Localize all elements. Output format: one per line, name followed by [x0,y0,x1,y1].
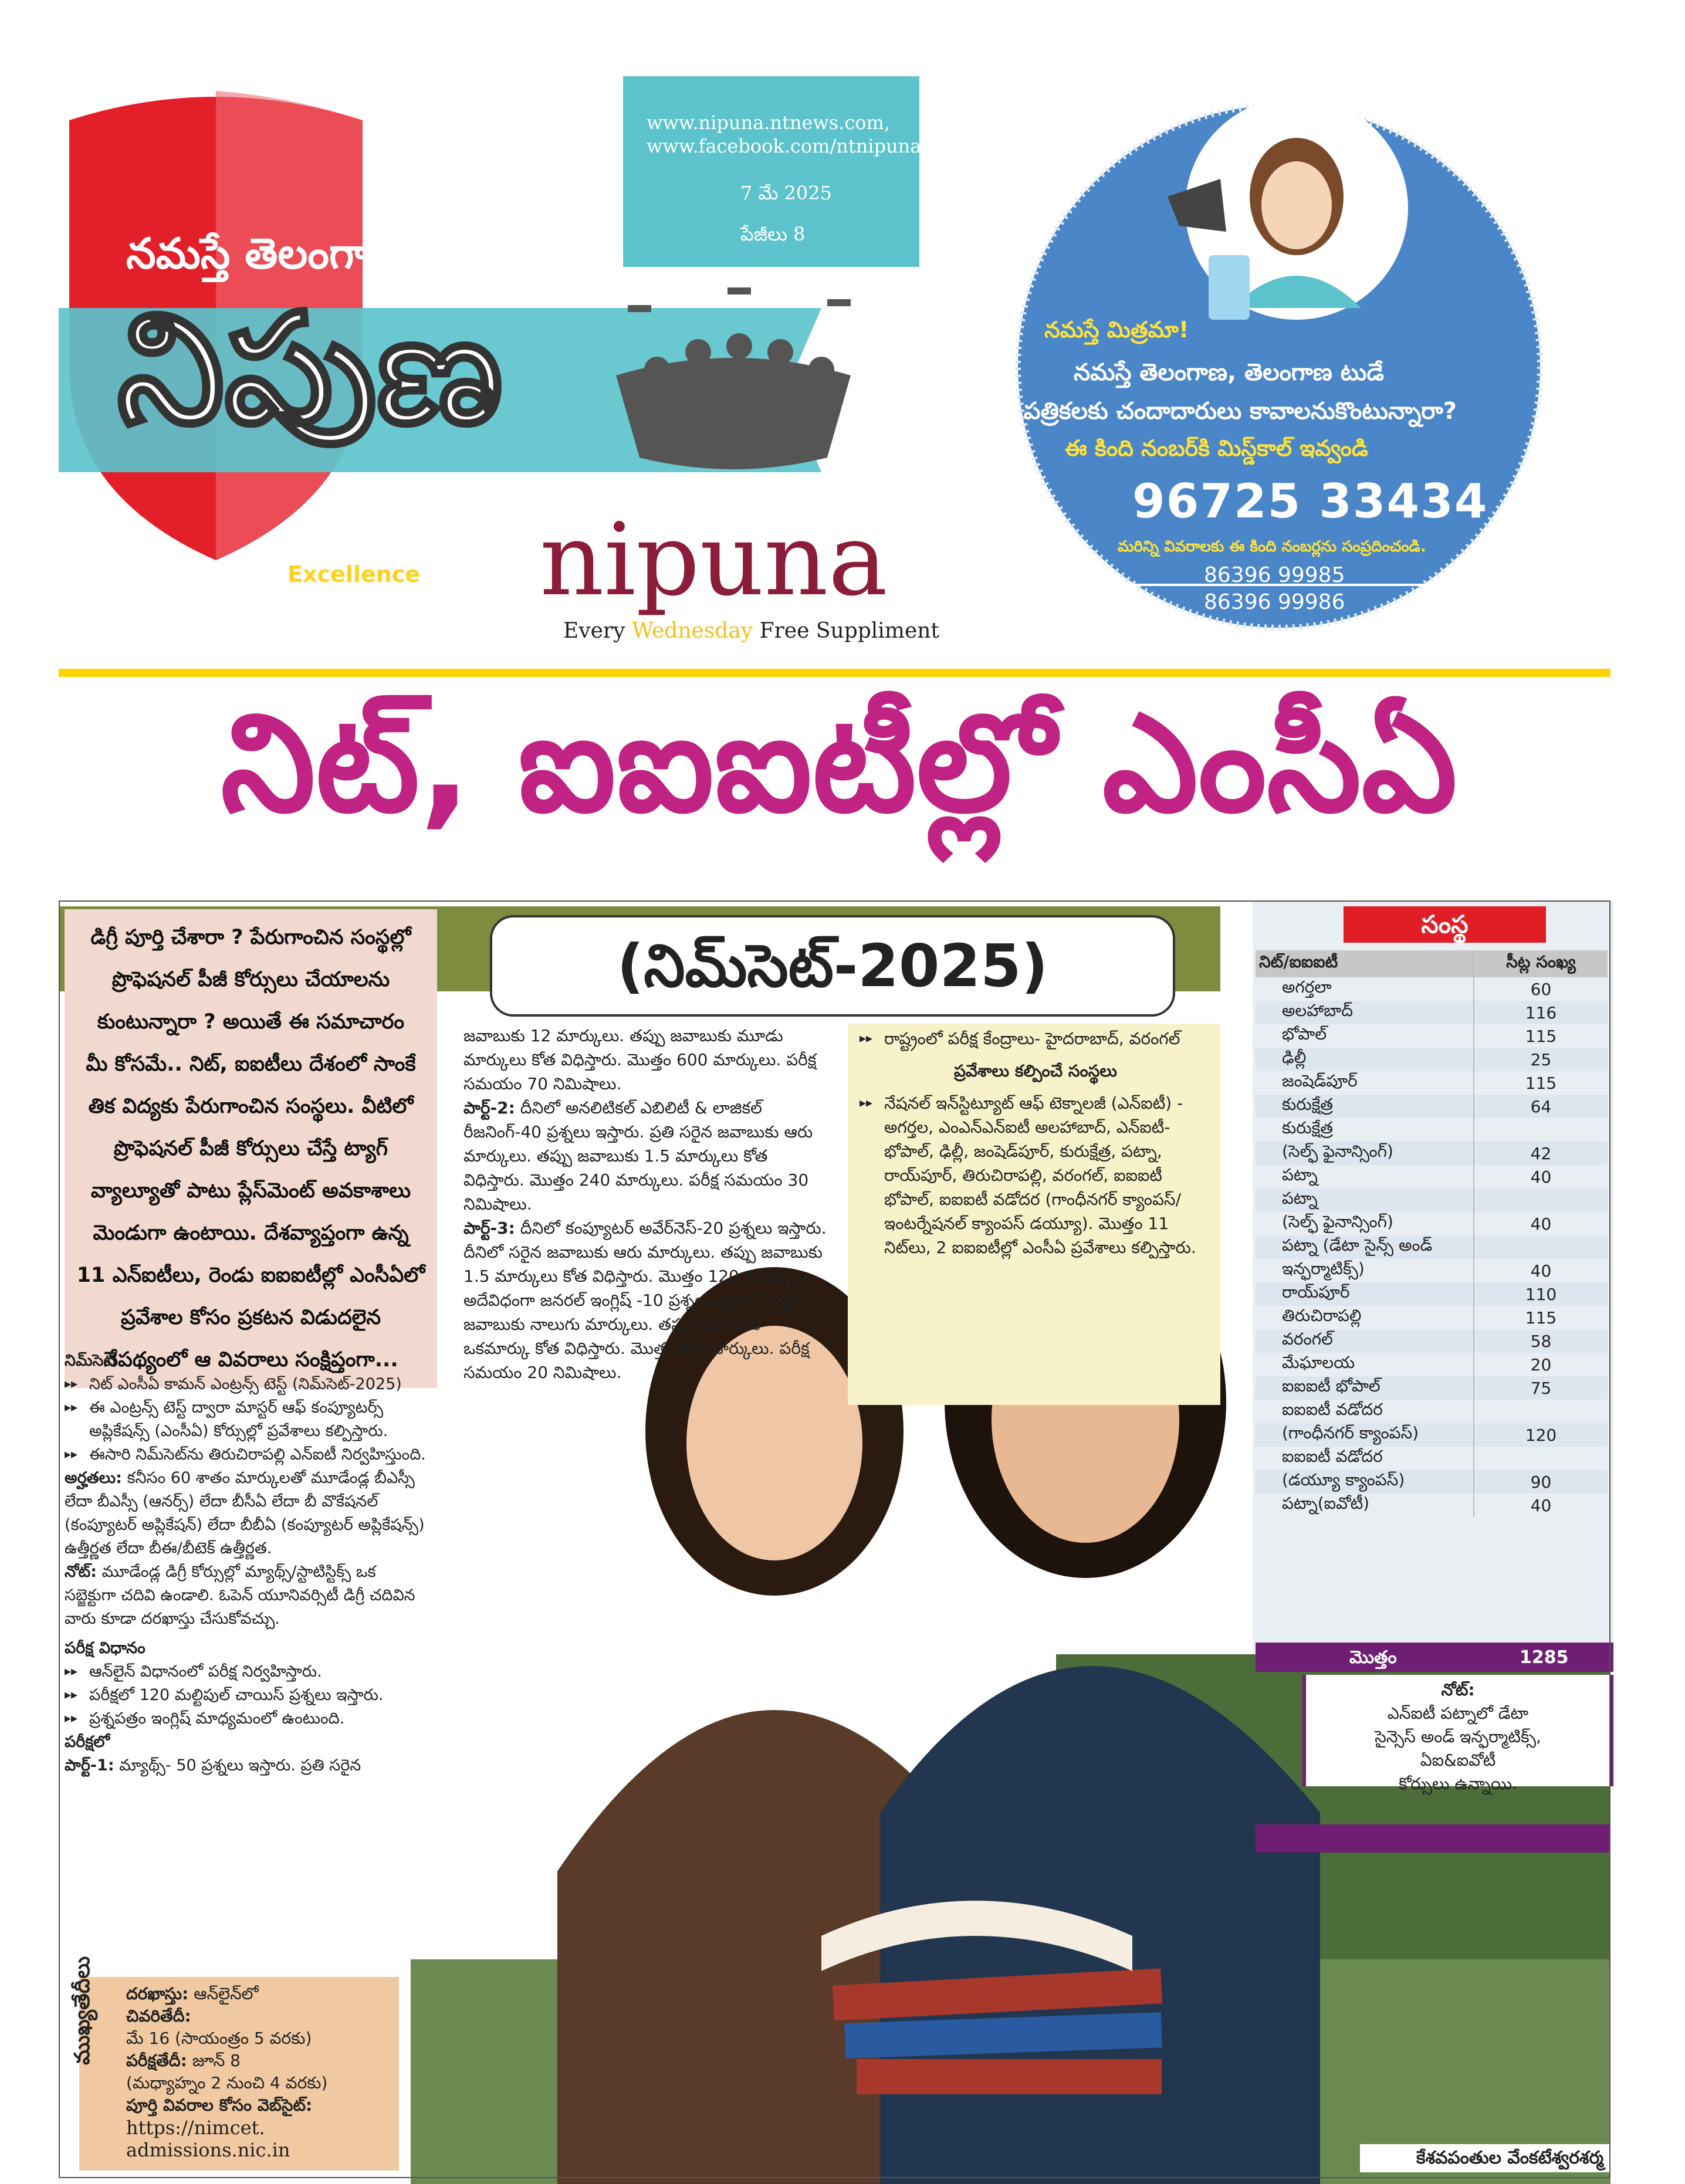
seat-count: 58 [1474,1329,1608,1353]
institution-name: ఐఐఐటీ వడోదర [1282,1447,1383,1466]
page-headline: నిట్, ఐఐఐటీల్లో ఎంసీఏ [221,686,1457,842]
seat-count: 120 [1474,1423,1608,1447]
issue-date: 7 మే 2025 [740,182,832,204]
application-value: ఆన్‌లైన్‌లో [194,1984,259,2003]
seat-count: 75 [1474,1376,1608,1400]
important-dates-label: ముఖ్యతేదీలు [70,1956,94,2065]
divider [59,669,1610,677]
guide-text [287,512,420,587]
seat-count: 115 [1474,1024,1608,1048]
table-note-line: కోర్సులు ఉన్నాయి. [1399,1774,1517,1793]
subscription-line1: నమస్తే తెలంగాణ, తెలంగాణ టుడే [1074,359,1385,386]
website-link[interactable]: admissions.nic.in [126,2139,290,2161]
logo-telugu: నిపుణ [117,281,503,458]
institution-name: జంషెడ్‌పూర్ [1282,1071,1358,1091]
table-note-line: ఏఐ&ఐవోటీ [1420,1750,1496,1770]
part2-label: పార్ట్-2: [463,1098,515,1118]
intro-line: మెండుగా ఉంటాయి. దేశవ్యాప్తంగా ఉన్న [93,1221,409,1245]
intro-line: మీ కోసమే.. నిట్, ఐఐటీలు దేశంలో సాంకే [86,1052,416,1076]
exam-heading: పరీక్ష విధానం [65,1639,146,1657]
note-text: మూడేండ్ల డిగ్రీ కోర్సుల్లో మ్యాథ్స్/స్టాటిస్టిక్స్ ఒక సబ్జెక్టుగా చదివి ఉండాలి. ఓపెన్ యూనివర్సిటీ డిగ్రీ చదివిన వారు కూడా దరఖాస్తు చేసుకోవచ్చు. [65,1563,415,1628]
seat-count: 40 [1474,1165,1608,1188]
exam-date-value: జూన్ 8 [192,2051,241,2070]
website-label: పూర్తి వివరాల కోసం వెబ్‌సైట్: [126,2095,313,2115]
intro-line: డిగ్రీ పూర్తి చేశారా ? పేరుగాంచిన సంస్థల్లో [90,926,411,949]
bullet-item: ▸▸ ఆన్‌లైన్ విధానంలో పరీక్ష నిర్వహిస్తారు. [65,1660,428,1684]
bullet-item: ▸▸ ఈసారి నిమ్‌సెట్‌ను తిరుచిరాపల్లి ఎన్ఐటీ నిర్వహిస్తుంది. [65,1443,428,1467]
exam-date-label: పరీక్షతేదీ: [126,2051,187,2070]
institution-name: భోపాల్ [1282,1024,1327,1044]
seat-count: 40 [1474,1212,1608,1235]
graduates-illustration [581,282,886,493]
intro-line: 11 ఎన్ఐటీలు, రెండు ఐఐఐటీల్లో ఎంసీఏలో [76,1264,425,1287]
institution-name: (సెల్ఫ్ ఫైనాన్సింగ్) [1282,1212,1393,1231]
seat-count: 25 [1474,1048,1608,1071]
part3-text: దీనిలో కంప్యూటర్ అవేర్‌నెస్-20 ప్రశ్నలు ఇస్తారు. దీనిలో సరైన జవాబుకు ఆరు మార్కులు. తప్పు జవాబుకు 1.5 మార్కులు కోత విధిస్తారు. మొత్తం 120 మార్కులు. అదేవిధంగా జనరల్ ఇంగ్లిష్ -10 ప్రశ్నలు ఇస్తారు. సరైన జవాబుకు నాలుగు మార్కులు. తప్పు జవాబుకు ఒకమార్కు కోత విధిస్తారు. మొత్తం 40 మార్కులు. పరీక్ష సమయం 20 నిమిషాలు. [463,1218,827,1382]
institution-name: పట్నా [1256,1188,1474,1212]
seat-count: 115 [1474,1071,1608,1095]
contact-number-1[interactable]: 86396 99985 [1204,563,1345,587]
institution-name: ఢిల్లీ [1256,1048,1474,1071]
intro-line: ప్రవేశాల కోసం ప్రకటన విడుదలైన [120,1306,381,1329]
seat-count: 115 [1474,1306,1608,1329]
column-header: సీట్ల సంఖ్య [1474,950,1608,977]
sections-heading: పరీక్షలో [65,1733,110,1751]
intro-line: వ్యాల్యూతో పాటు ప్లేస్‌మెంట్ అవకాశాలు [90,1179,411,1203]
institution-name: (డయ్యూ క్యాంపస్) [1256,1470,1474,1494]
institution-name: ఇన్ఫర్మాటిక్స్) [1282,1259,1365,1278]
eligibility-text: కనీసం 60 శాతం మార్కులతో మూడేండ్ల బీఎస్సీ లేదా బీఎస్సీ (ఆనర్స్) లేదా బీసీఏ లేదా బీ వొకేషనల్ (కంప్యూటర్ అప్లికేషన్) లేదా బీబీఏ (కంప్యూటర్ అప్లికేషన్స్) ఉత్తీర్ణత లేదా బీఈ/బీటెక్ ఉత్తీర్ణత. [65,1469,425,1557]
tagline [563,619,939,643]
intro-line: తిక విద్యకు పేరుగాంచిన సంస్థలు. వీటిలో [88,1095,414,1118]
institution-name: వరంగల్ [1256,1329,1474,1353]
tagline-post: Free Suppliment [753,619,939,643]
nimcet-heading: నిమ్‌సెట్ [65,1352,116,1370]
intro-line: కుంటున్నారా ? అయితే ఈ సమాచారం [97,1010,405,1034]
part1-label: పార్ట్-1: [65,1756,114,1775]
logo-english: nipuna [540,502,888,618]
part1-continued: జవాబుకు 12 మార్కులు. తప్పు జవాబుకు మూడు మార్కులు కోత విధిస్తారు. మొత్తం 600 మార్కులు. పరీక్ష సమయం 70 నిమిషాలు. [463,1026,817,1093]
table-note-label: నోట్: [1441,1680,1475,1699]
intro-line: నేపథ్యంలో ఆ వివరాలు సంక్షిప్తంగా... [103,1348,398,1372]
guide-line1: Guide to [297,512,371,563]
seat-count: 116 [1474,1001,1608,1024]
seat-count: 20 [1474,1353,1608,1376]
website-link-1[interactable]: www.nipuna.ntnews.com, [647,111,891,134]
intro-line: ప్రొఫెషనల్ పీజీ కోర్సులు చేయాలను [111,968,390,991]
institution-name: అలహాబాద్ [1256,1001,1474,1024]
seat-count: 40 [1474,1494,1608,1517]
brand-line: నమస్తే తెలంగాణ [126,229,403,278]
institution-name: మేఘాలయ [1282,1353,1355,1372]
intro-line: ప్రొఫెషనల్ పీజీ కోర్సులు చేస్తే ట్యాగ్ [113,1137,388,1160]
institution-name: రాయ్‌పూర్ [1256,1282,1474,1306]
part3-label: పార్ట్-3: [463,1218,515,1238]
tagline-pre: Every [563,619,632,643]
website-link[interactable]: https://nimcet. [126,2117,265,2139]
seat-count: 64 [1474,1095,1608,1118]
seat-count: 110 [1474,1282,1608,1306]
subscription-phone[interactable]: 96725 33434 [1132,474,1488,529]
note-label: నోట్: [65,1563,97,1581]
institutions-text: ▸▸ నేషనల్ ఇన్‌స్టిట్యూట్ ఆఫ్ టెక్నాలజీ (ఎన్ఐటీ) - అగర్తల, ఎంఎన్ఎన్ఐటీ అలహాబాద్, ఎన్ఐటీ-భోపాల్, ఢిల్లీ, జంషెడ్‌పూర్, కురుక్షేత్ర, పట్నా, రాయ్‌పూర్, తిరుచిరాపల్లి, వరంగల్, ఐఐఐటీ భోపాల్, ఐఐఐటీ వడోదర (గాంధీనగర్ క్యాంపస్/ఇంటర్నేషనల్ క్యాంపస్ డయ్యూ). మొత్తం 11 నిట్‌లు, 2 ఐఐఐటీల్లో ఎంసీఏ ప్రవేశాలు కల్పిస్తారు. [860,1091,1212,1259]
subscription-line3: ఈ కింది నంబర్‌కి మిస్డ్‌కాల్ ఇవ్వండి [1065,435,1368,461]
subscription-line2: పత్రికలకు చందాదారులు కావాలనుకొంటున్నారా? [1024,398,1457,425]
date-box [623,76,922,267]
institution-name: కురుక్షేత్ర [1282,1118,1333,1137]
exam-centers: ▸▸ రాష్ట్రంలో పరీక్ష కేంద్రాలు- హైదరాబాద్, వరంగల్ [860,1027,1212,1051]
seat-count: 60 [1474,977,1608,1001]
last-date-value: మే 16 (సాయంత్రం 5 వరకు) [126,2029,312,2048]
part1-text: మ్యాథ్స్- 50 ప్రశ్నలు ఇస్తారు. ప్రతి సరైన [119,1756,361,1775]
guide-line2: Excellence [287,561,420,587]
author-credit: కేశవపంతుల వేంకటేశ్వరశర్మ [1360,2144,1609,2172]
institution-name: పట్నా (డేటా సైన్స్ అండ్ [1256,1235,1474,1259]
seat-count: 42 [1474,1142,1608,1165]
institution-name: కురుక్షేత్ర [1256,1095,1474,1118]
institutions-heading: ప్రవేశాలు కల్పించే సంస్థలు [954,1061,1117,1081]
column-header: నిట్/ఐఐఐటీ [1256,950,1474,977]
institution-name: పట్నా(ఐవోటీ) [1282,1494,1370,1513]
part2-text: దీనిలో అనలిటికల్ ఎబిలిటీ & లాజికల్ రీజనింగ్-40 ప్రశ్నలు ఇస్తారు. ప్రతి సరైన జవాబుకు ఆరు మార్కులు. తప్పు జవాబుకు 1.5 మార్కులు కోత విధిస్తారు. మొత్తం 240 మార్కులు. పరీక్ష సమయం 30 నిమిషాలు. [463,1098,813,1214]
application-label: దరఖాస్తు: [126,1984,189,2003]
institution-name: అగర్తలా [1282,977,1332,997]
exam-time: (మధ్యాహ్నం 2 నుంచి 4 వరకు) [126,2073,328,2092]
bullet-item: ▸▸ ఈ ఎంట్రన్స్ టెస్ట్ ద్వారా మాస్టర్ ఆఫ్ కంప్యూటర్స్ అప్లికేషన్స్ (ఎంసీఏ) కోర్సుల్లో ప్రవేశాలు కల్పిస్తారు. [65,1396,428,1443]
total-value: 1285 [1520,1647,1569,1668]
subscription-greeting: నమస్తే మిత్రమా! [1044,317,1189,343]
bullet-item: ▸▸ ప్రశ్నపత్రం ఇంగ్లిష్ మాధ్యమంలో ఉంటుంది. [65,1707,428,1731]
subheadline-box: (నిమ్‌సెట్-2025) [490,915,1175,1017]
bullet-item: ▸▸ నిట్ ఎంసీఏ కామన్ ఎంట్రన్స్ టెస్ట్ (నిమ్‌సెట్-2025) [65,1373,428,1396]
tagline-day: Wednesday [631,619,753,643]
table-note-line: ఎన్ఐటీ పట్నాలో డేటా [1387,1704,1529,1723]
institution-name: ఐఐఐటీ భోపాల్ [1256,1376,1474,1400]
content-border [59,900,1610,2178]
contact-number-2[interactable]: 86396 99986 [1204,590,1345,614]
total-label: మొత్తం [1349,1647,1397,1668]
seat-count: 90 [1474,1470,1608,1494]
bullet-item: ▸▸ పరీక్షలో 120 మల్టిపుల్ చాయిస్ ప్రశ్నలు ఇస్తారు. [65,1684,428,1707]
eligibility-label: అర్హతలు: [65,1469,122,1487]
institution-name: పట్నా [1282,1165,1318,1184]
table-note-line: సైన్సెస్ అండ్ ఇన్ఫర్మాటిక్స్, [1375,1727,1541,1746]
institution-name: (సెల్ఫ్ ఫైనాన్సింగ్) [1256,1142,1474,1165]
last-date-label: చివరితేదీ: [126,2006,191,2026]
page-count: పేజీలు 8 [740,223,806,245]
subscription-more-info: మరిన్ని వివరాలకు ఈ కింది నంబర్లను సంప్రదించండి. [1118,538,1426,556]
institution-name: తిరుచిరాపల్లి [1282,1306,1362,1325]
website-link-2[interactable]: www.facebook.com/ntnipuna [647,135,922,157]
seat-count: 40 [1474,1259,1608,1282]
table-title: సంస్థ [1344,906,1546,943]
institution-name: ఐఐఐటీ వడోదర [1282,1400,1383,1419]
institution-name: (గాంధీనగర్ క్యాంపస్) [1256,1423,1474,1447]
